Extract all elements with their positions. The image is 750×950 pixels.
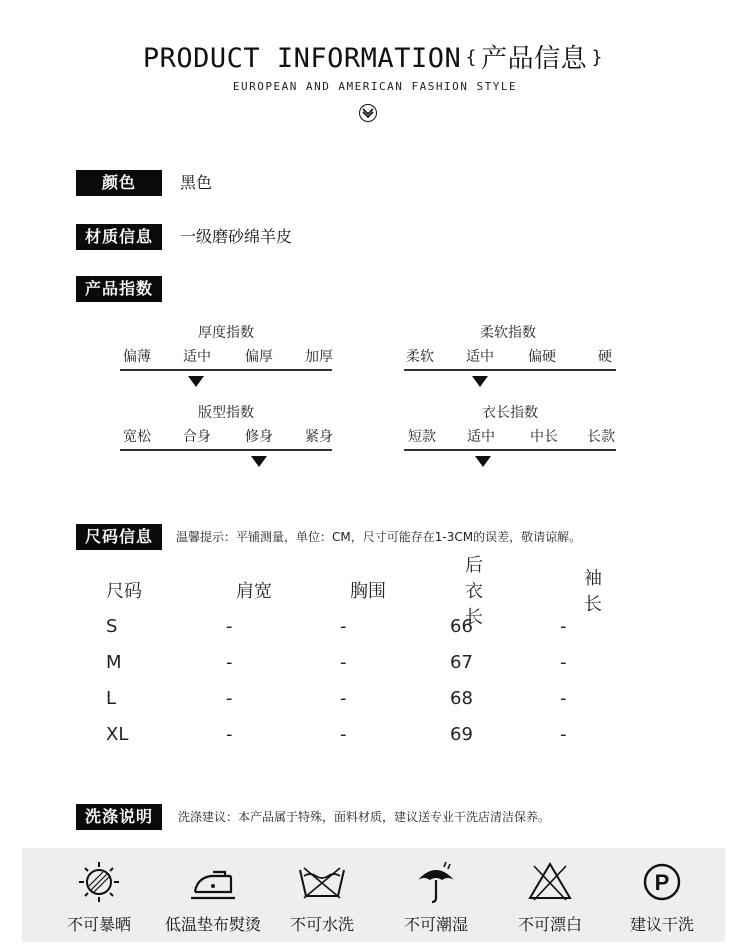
care-label: 不可暴晒 xyxy=(66,915,131,934)
table-cell: - xyxy=(226,723,233,745)
table-cell: - xyxy=(340,687,347,709)
length-selected-marker xyxy=(475,456,491,467)
fit-option: 合身 xyxy=(183,429,211,445)
table-cell: - xyxy=(560,723,567,745)
table-cell: - xyxy=(226,687,233,709)
length-option: 中长 xyxy=(530,429,558,445)
size-table xyxy=(70,555,630,752)
table-cell: - xyxy=(560,651,567,673)
care-item xyxy=(158,858,268,935)
fit-scale-line xyxy=(120,449,332,451)
material-value: 一级磨砂绵羊皮 xyxy=(180,227,293,246)
thickness-selected-marker xyxy=(188,376,204,387)
column-header: 肩宽 xyxy=(236,581,272,602)
thickness-option: 加厚 xyxy=(305,349,333,365)
low-iron-icon xyxy=(187,858,239,906)
table-cell: - xyxy=(340,615,347,637)
svg-text:P: P xyxy=(654,870,670,895)
size-note: 温馨提示：平铺测量，单位：CM，尺寸可能存在1-3CM的误差，敬请谅解。 xyxy=(176,530,582,544)
table-cell: - xyxy=(340,723,347,745)
care-item xyxy=(267,858,377,935)
fit-selected-marker xyxy=(251,456,267,467)
no-sun-icon xyxy=(75,858,123,906)
softness-option: 柔软 xyxy=(406,349,434,365)
thickness-scale-line xyxy=(120,369,332,371)
care-label: 不可潮湿 xyxy=(403,915,468,934)
thickness-option: 偏厚 xyxy=(245,349,273,365)
page-title xyxy=(0,38,750,75)
brace-close: } xyxy=(591,47,604,68)
column-header: 后衣长 xyxy=(465,555,483,628)
care-label: 不可水洗 xyxy=(289,915,354,934)
table-cell: 68 xyxy=(450,687,473,709)
care-info-label: 洗涤说明 xyxy=(76,804,162,830)
softness-option: 硬 xyxy=(598,349,612,365)
column-header: 袖长 xyxy=(584,568,602,615)
column-header: 胸围 xyxy=(350,581,386,602)
table-cell: 66 xyxy=(450,615,473,637)
care-icons-band xyxy=(22,848,725,942)
length-scale-line xyxy=(404,449,616,451)
table-cell: 69 xyxy=(450,723,473,745)
table-cell: 67 xyxy=(450,651,473,673)
table-cell: XL xyxy=(106,723,129,745)
table-row xyxy=(70,716,630,752)
length-option: 短款 xyxy=(408,429,436,445)
care-item xyxy=(381,858,491,935)
table-cell: L xyxy=(106,687,117,709)
product-index-label: 产品指数 xyxy=(76,276,162,302)
softness-index-title: 柔软指数 xyxy=(480,325,536,341)
fit-option: 紧身 xyxy=(305,429,333,445)
no-wash-icon xyxy=(296,858,348,906)
care-item xyxy=(607,858,717,935)
length-option: 长款 xyxy=(587,429,615,445)
table-cell: S xyxy=(106,615,118,637)
care-item xyxy=(495,858,605,935)
fit-index-title: 版型指数 xyxy=(198,405,254,421)
table-cell: - xyxy=(226,615,233,637)
color-label: 颜色 xyxy=(76,170,162,196)
chevron-down-circle-icon xyxy=(359,104,377,122)
softness-scale-line xyxy=(404,369,616,371)
care-item xyxy=(44,858,154,935)
no-damp-icon xyxy=(412,858,460,906)
table-cell: - xyxy=(340,651,347,673)
fit-option: 宽松 xyxy=(123,429,151,445)
table-row xyxy=(70,680,630,716)
table-cell: - xyxy=(560,615,567,637)
color-value: 黑色 xyxy=(180,173,213,192)
thickness-index-title: 厚度指数 xyxy=(198,325,254,341)
softness-option: 适中 xyxy=(466,349,494,365)
table-row xyxy=(70,644,630,680)
care-note: 洗涤建议：本产品属于特殊，面料材质，建议送专业干洗店清洁保养。 xyxy=(178,810,551,824)
material-label: 材质信息 xyxy=(76,224,162,250)
table-cell: M xyxy=(106,651,122,673)
table-cell: - xyxy=(560,687,567,709)
softness-option: 偏硬 xyxy=(528,349,556,365)
page-subtitle: EUROPEAN AND AMERICAN FASHION STYLE xyxy=(232,80,518,93)
softness-selected-marker xyxy=(472,376,488,387)
care-label: 建议干洗 xyxy=(629,915,694,934)
length-option: 适中 xyxy=(467,429,495,445)
thickness-option: 适中 xyxy=(183,349,211,365)
column-header: 尺码 xyxy=(106,581,142,602)
no-bleach-icon xyxy=(526,858,574,906)
dry-clean-icon xyxy=(638,858,686,906)
page-title-cn: 产品信息 xyxy=(481,44,588,74)
page-title-en: PRODUCT INFORMATION xyxy=(142,43,462,74)
care-label: 不可漂白 xyxy=(517,915,582,934)
thickness-option: 偏薄 xyxy=(123,349,151,365)
length-index-title: 衣长指数 xyxy=(482,405,538,421)
table-cell: - xyxy=(226,651,233,673)
fit-option: 修身 xyxy=(245,429,273,445)
care-label: 低温垫布熨烫 xyxy=(164,915,261,934)
brace-open: { xyxy=(465,47,478,68)
size-info-label: 尺码信息 xyxy=(76,524,162,550)
